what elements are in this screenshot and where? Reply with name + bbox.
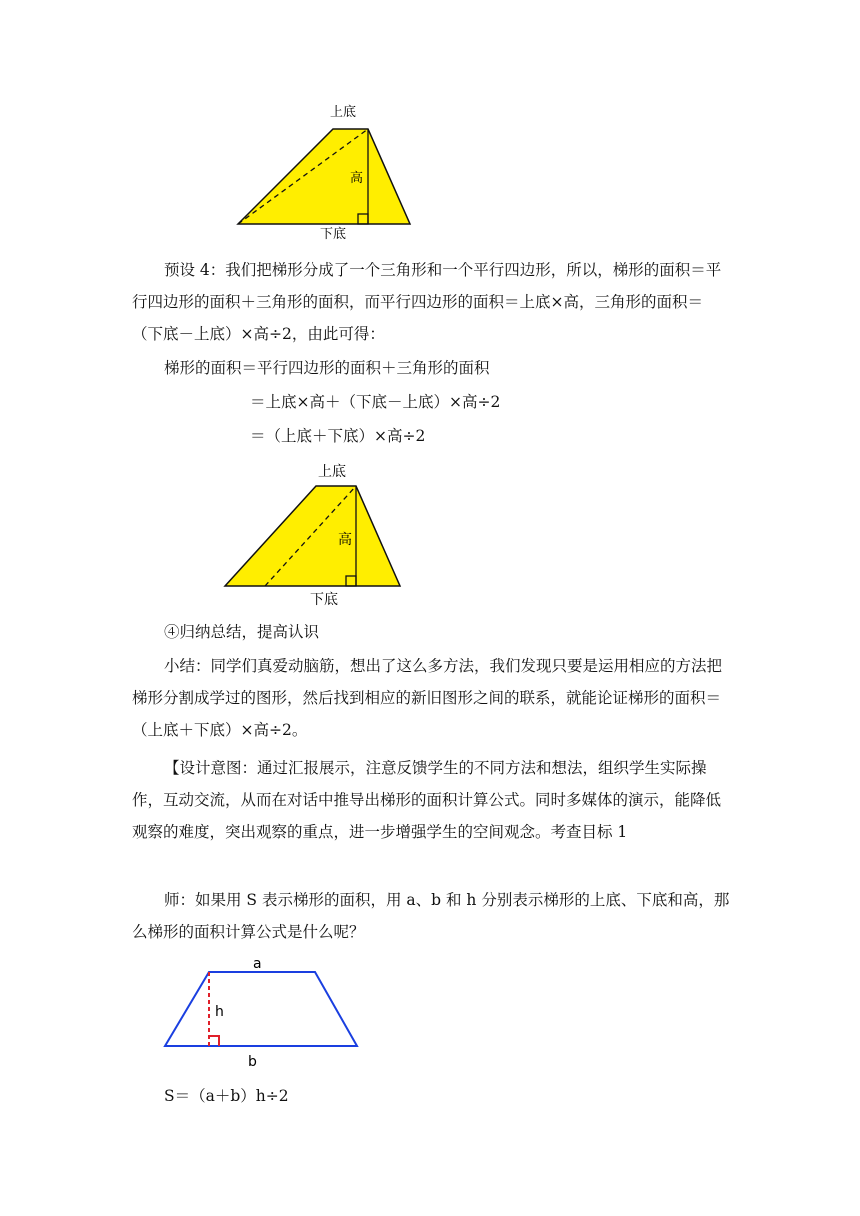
bottom-base-label: 下底 [310,592,338,608]
bottom-base-label: 下底 [320,227,347,242]
summary-paragraph: 小结：同学们真爱动脑筋，想出了这么多方法，我们发现只要是运用相应的方法把梯形分割成学过的图形，然后找到相应的新旧图形之间的联系，就能论证梯形的面积＝（上底＋下底）×高÷2。 [132,657,723,739]
height-label: 高 [338,532,352,548]
design-intent-paragraph: 【设计意图：通过汇报展示，注意反馈学生的不同方法和想法，组织学生实际操作，互动交流，从而在对话中推导出梯形的面积计算公式。同时多媒体的演示，能降低观察的难度，突出观察的重点，进一步增强学生的空间观念。考查目标 1 [132,759,722,841]
trapezoid-figure-parallelogram [218,456,418,611]
trapezoid-shape [238,129,410,224]
top-base-label: 上底 [318,464,346,480]
top-base-label: 上底 [330,105,357,120]
teacher-question-paragraph: 师：如果用 S 表示梯形的面积，用 a、b 和 h 分别表示梯形的上底、下底和高，那么梯形的面积计算公式是什么呢？ [132,891,730,941]
height-label: 高 [350,171,364,186]
trapezoid-figure-diagonal [230,98,430,243]
trapezoid-shape [225,486,400,586]
right-angle-mark [209,1036,219,1046]
step-4-heading: ④归纳总结，提高认识 [164,623,320,641]
b-label: b [248,1054,257,1070]
trapezoid-figure-abh [160,952,370,1072]
h-label: h [215,1004,224,1020]
trapezoid-outline [165,972,357,1046]
area-formula: S＝（a＋b）h÷2 [164,1087,289,1105]
a-label: a [253,956,262,972]
equation-line-2: ＝上底×高＋（下底－上底）×高÷2 [250,393,501,411]
preset-4-paragraph: 预设 4：我们把梯形分成了一个三角形和一个平行四边形，所以，梯形的面积＝平行四边形的面积＋三角形的面积，而平行四边形的面积＝上底×高，三角形的面积＝（下底－上底）×高÷2，由此可得： [132,261,722,343]
equation-line-3: ＝（上底＋下底）×高÷2 [250,427,426,445]
equation-line-1: 梯形的面积＝平行四边形的面积＋三角形的面积 [164,359,490,377]
